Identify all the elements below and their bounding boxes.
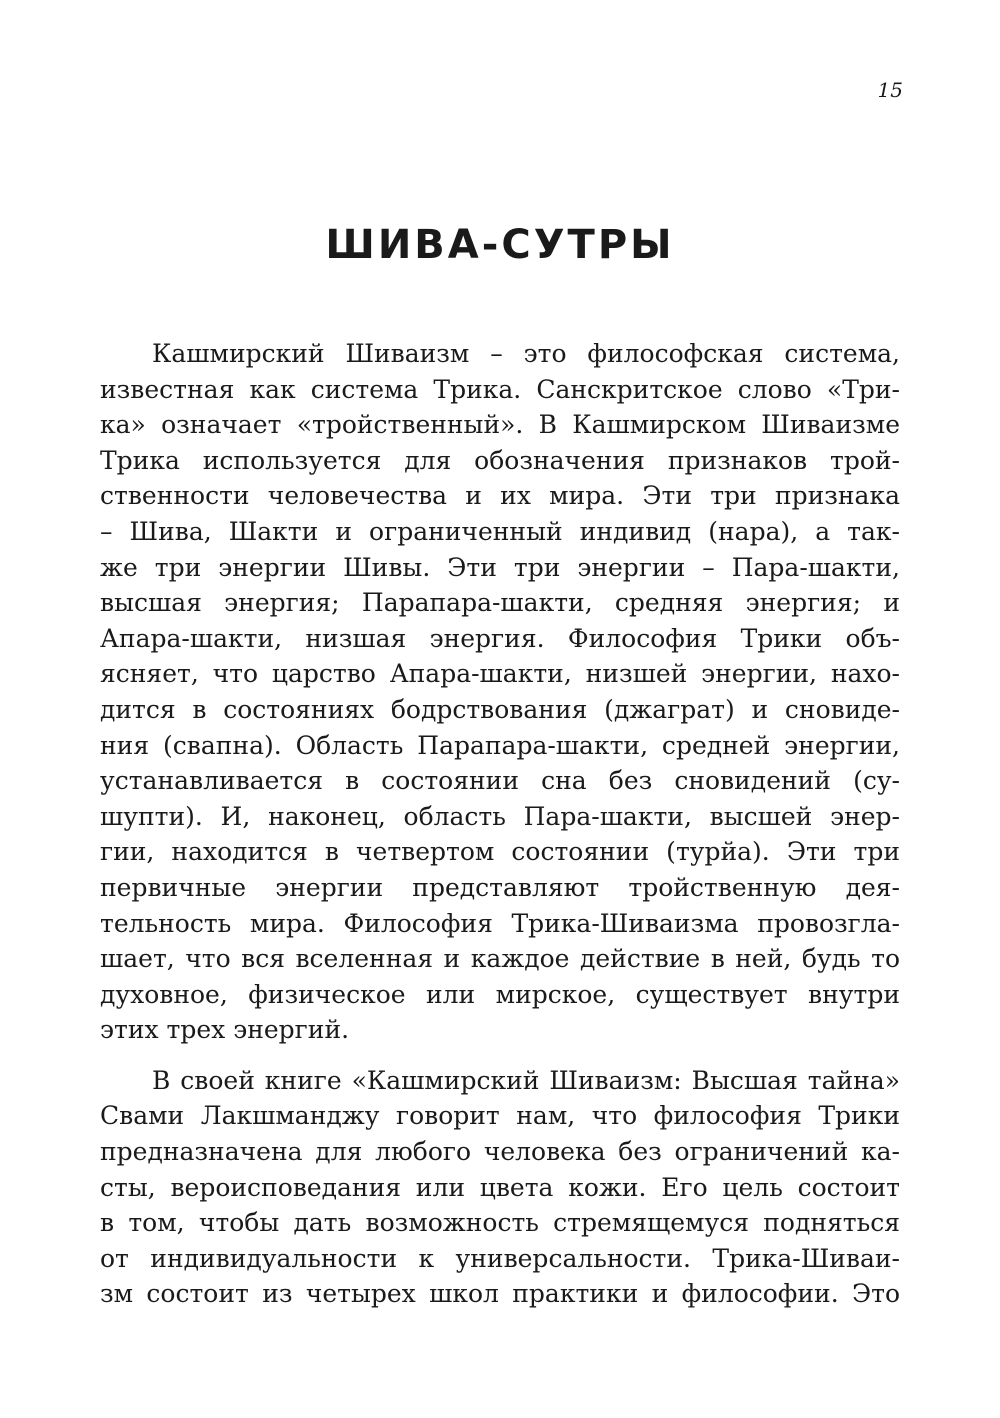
text-line: первичные энергии представляют тройственную дея- [100, 872, 900, 902]
text-line: Апара-шакти, низшая энергия. Философия Трики объ- [100, 623, 900, 653]
text-line: шупти). И, наконец, область Пара-шакти, высшей энер- [100, 801, 900, 831]
text-line: Свами Лакшманджу говорит нам, что философия Трики [100, 1101, 900, 1131]
text-line: Кашмирский Шиваизм – это философская система, [152, 339, 900, 368]
text-line: известная как система Трика. Санскритское слово «Три- [100, 374, 900, 404]
text-line: Трика используется для обозначения признаков трой- [100, 445, 900, 475]
paragraph-gap [100, 1048, 900, 1063]
text-line: в том, чтобы дать возможность стремящемуся подняться [100, 1208, 900, 1238]
paragraph [100, 1063, 900, 1312]
paragraph [100, 336, 900, 1048]
text-line: гии, находится в четвертом состоянии (турйа). Эти три [100, 837, 900, 867]
text-line: тельность мира. Философия Трика-Шиваизма провозгла- [100, 908, 900, 938]
text-line: ственности человечества и их мира. Эти три признака [100, 481, 900, 511]
text-line: от индивидуальности к универсальности. Трика-Шиваи- [100, 1243, 900, 1273]
text-line: дится в состояниях бодрствования (джаграт) и сновиде- [100, 694, 900, 724]
text-line: сты, вероисповедания или цвета кожи. Его цель состоит [100, 1172, 900, 1202]
text-line: шает, что вся вселенная и каждое действие в ней, будь то [100, 944, 900, 974]
text-line: же три энергии Шивы. Эти три энергии – Пара-шакти, [100, 552, 900, 582]
text-line: устанавливается в состоянии сна без сновидений (су- [100, 766, 900, 796]
text-line: – Шива, Шакти и ограниченный индивид (нара), а так- [100, 516, 900, 546]
page-number: 15 [877, 78, 903, 102]
text-line: духовное, физическое или мирское, существует внутри [100, 979, 900, 1009]
text-line: высшая энергия; Парапара-шакти, средняя энергия; и [100, 588, 900, 618]
text-line: этих трех энергий. [100, 1015, 350, 1045]
text-line: ния (свапна). Область Парапара-шакти, средней энергии, [100, 730, 900, 760]
text-line: ка» означает «тройственный». В Кашмирском Шиваизме [100, 410, 900, 440]
text-line: зм состоит из четырех школ практики и философии. Это [100, 1279, 900, 1309]
text-line: В своей книге «Кашмирский Шиваизм: Высшая тайна» [152, 1065, 900, 1095]
chapter-title: ШИВА-СУТРЫ [325, 222, 675, 268]
body-text [100, 336, 900, 1312]
text-line: предназначена для любого человека без ограничений ка- [100, 1137, 900, 1167]
text-line: ясняет, что царство Апара-шакти, низшей энергии, нахо- [100, 659, 900, 689]
